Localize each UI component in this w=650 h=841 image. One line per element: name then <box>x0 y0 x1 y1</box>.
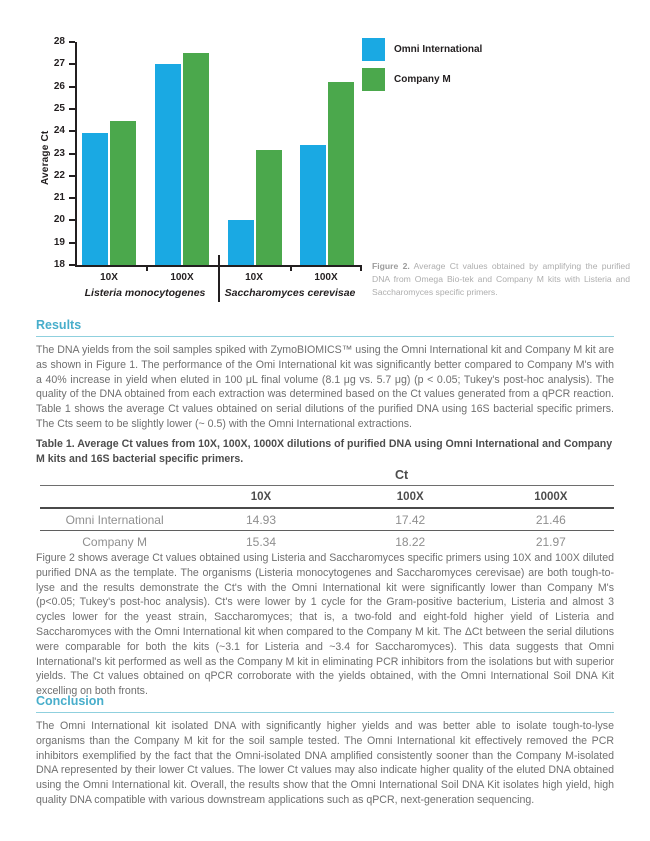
y-axis-tick <box>69 108 75 110</box>
x-axis-dilution-label: 10X <box>245 272 263 283</box>
bar-omni <box>228 220 254 265</box>
y-axis-label: Average Ct <box>40 130 51 185</box>
table-empty-cell <box>40 464 189 486</box>
y-axis-tick-label: 19 <box>53 236 65 248</box>
x-axis-end-tick <box>360 265 362 271</box>
conclusion-heading: Conclusion <box>36 694 614 713</box>
bar-omni <box>82 133 108 265</box>
chart-legend <box>362 38 482 98</box>
bar-companym <box>328 82 354 265</box>
y-axis-tick-label: 22 <box>53 169 65 181</box>
legend-item <box>362 68 482 91</box>
y-axis-tick-label: 26 <box>53 80 65 92</box>
table-col-100x: 100X <box>333 486 488 509</box>
y-axis-tick-label: 28 <box>53 36 65 47</box>
table-col-10x: 10X <box>189 486 333 509</box>
table-row <box>40 531 614 553</box>
table-group-header: Ct <box>189 464 614 486</box>
table-col-1000x: 1000X <box>488 486 614 509</box>
x-axis-dilution-label: 100X <box>314 272 338 283</box>
conclusion-section <box>36 694 614 808</box>
ct-values-table <box>40 464 614 552</box>
legend-label: Company M <box>394 74 451 85</box>
x-axis-organism-label: Saccharomyces cerevisae <box>224 287 356 299</box>
conclusion-paragraph: The Omni International kit isolated DNA with significantly higher yields and was better able to isolate tough-to-lyse organisms than the Company M kit for the soil sample tested. The Omni International kit effectively removed the PCR inhibitors exemplified by the fact that the Omni-isolated DNA amplified consistently sooner than the Company M-isolated DNA represented by their lower Ct values. The lower Ct values may also indicate higher quality of the eluted DNA obtained using the Omni International kit. Overall, the results show that the Omni International Soil DNA Kit isolates high yield, high quality DNA compatible with various downstream applications such as qPCR, next-generation sequencing. <box>36 720 614 806</box>
cell-value: 14.93 <box>189 508 333 531</box>
table-caption: Table 1. Average Ct values from 10X, 100X, 1000X dilutions of purified DNA using Omni International and Company M kits and 16S bacterial specific primers. <box>36 438 613 465</box>
cell-value: 21.97 <box>535 534 566 549</box>
table-group-header-row <box>40 464 614 486</box>
bar-companym <box>183 53 209 265</box>
y-axis-tick <box>69 197 75 199</box>
y-axis-tick-label: 25 <box>53 102 65 114</box>
results-paragraph: The DNA yields from the soil samples spiked with ZymoBIOMICS™ using the Omni International kit and Company M kit are as shown in Figure 1. The performance of the Omi International kit was significantly better compared to Company M's with a 40% increase in yield when eluted in 100 μL final volume (8.1 μg vs. 5.7 μg) (p < 0.05; Tukey's post-hoc analysis). The quality of the DNA obtained from each extraction was determined based on the Ct values generated from a qPCR reaction. Table 1 shows the average Ct values obtained on serial dilutions of the purified DNA using 16S bacterial specific primers. The Cts seem to be slightly lower (~ 0.5) with the Omni International extractions. <box>36 344 614 430</box>
chart-plot-area <box>53 36 362 299</box>
y-axis-tick <box>69 130 75 132</box>
y-axis-tick-label: 21 <box>53 192 65 204</box>
table-column-header-row <box>40 486 614 509</box>
y-axis-tick-label: 24 <box>53 125 65 137</box>
y-axis-tick-label: 20 <box>53 214 65 226</box>
row-label: Omni International <box>40 508 189 531</box>
x-axis-tick <box>146 265 148 271</box>
cell-value: 15.34 <box>245 534 276 549</box>
bar-omni <box>155 64 181 265</box>
y-axis-tick <box>69 63 75 65</box>
y-axis-tick <box>69 219 75 221</box>
discussion-paragraph: Figure 2 shows average Ct values obtained using Listeria and Saccharomyces specific primers using 10X and 100X diluted purified DNA as the template. The organisms (Listeria monocytogenes and Saccharomyces cerevisae) are both tough-to-lyse and the results demonstrate the Ct's with the Omni International kit were significantly lower than Company M's (p<0.05; Tukey's post-hoc analysis). Ct's were lower by 1 cycle for the Gram-positive bacterium, Listeria and almost 3 cycles lower for the yeast strain, Saccharomyces; that is, a two-fold and eight-fold higher yield of Listeria and Saccharomyces with the Omni International kit when compared to the Company M kit. The ΔCt between the serial dilutions were comparable for both the kits (~3.1 for Listeria and ~3.4 for Saccharomyces). This data suggests that Omni International's kit performed as well as the Company M kit in eliminating PCR inhibitors from the isolations but with superior yields. The Ct values obtained on qPCR corroborate with the yields obtained, with the Omni International Soil DNA Kit excelling on both fronts. <box>36 552 614 698</box>
bar-companym <box>256 150 282 265</box>
legend-item <box>362 38 482 61</box>
y-axis-tick <box>69 86 75 88</box>
y-axis-tick <box>69 153 75 155</box>
y-axis-tick-label: 23 <box>53 147 65 159</box>
results-section <box>36 318 614 432</box>
bar-companym <box>110 121 136 265</box>
y-axis-tick <box>69 264 75 266</box>
figure-caption <box>372 260 630 298</box>
legend-label: Omni International <box>394 44 483 55</box>
cell-value: 17.42 <box>333 508 488 531</box>
figure-caption-label: Figure 2. <box>372 261 410 271</box>
y-axis-tick <box>69 242 75 244</box>
x-axis-organism-label: Listeria monocytogenes <box>84 287 206 299</box>
x-axis-tick <box>290 265 292 271</box>
bar-omni <box>300 145 326 265</box>
x-axis-dilution-label: 100X <box>170 272 194 283</box>
y-axis-tick <box>69 41 75 43</box>
y-axis-tick-label: 18 <box>53 259 65 270</box>
cell-value: 21.46 <box>488 508 614 531</box>
x-axis-dilution-label: 10X <box>100 272 118 283</box>
row-label: Company M <box>82 534 147 549</box>
table-row <box>40 508 614 531</box>
figure-caption-text: Average Ct values obtained by amplifying the purified DNA from Omega Bio-tek and Company M kits with Listeria and Saccharomyces specific primers. <box>372 261 630 297</box>
results-heading: Results <box>36 318 614 337</box>
cell-value: 18.22 <box>395 534 426 549</box>
y-axis-tick-label: 27 <box>53 58 65 70</box>
y-axis-tick <box>69 175 75 177</box>
legend-swatch <box>362 38 385 61</box>
legend-swatch <box>362 68 385 91</box>
table-empty-cell <box>40 486 189 509</box>
